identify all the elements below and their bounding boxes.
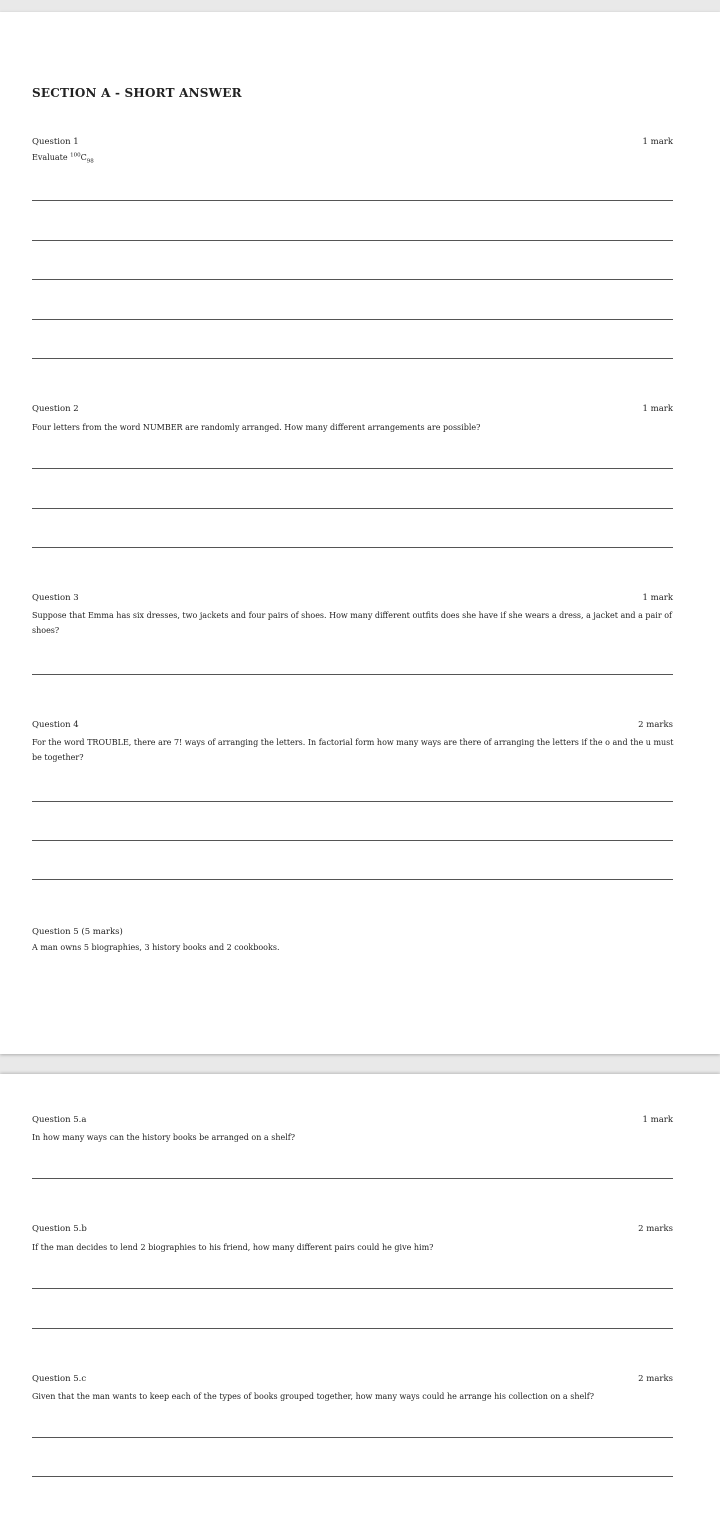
question-5c-label: Question 5.c [32, 1374, 87, 1384]
question-2-label: Question 2 [32, 404, 79, 414]
answer-line [32, 1476, 673, 1477]
answer-line [32, 508, 673, 509]
answer-line [32, 879, 673, 880]
question-4-marks: 2 marks [638, 720, 673, 730]
question-1-base: C [80, 153, 87, 162]
question-1-label: Question 1 [32, 137, 79, 147]
answer-line [32, 674, 673, 675]
answer-line [32, 1437, 673, 1438]
question-2-marks: 1 mark [642, 404, 673, 414]
question-5a-text: In how many ways can the history books be arranged on a shelf? [32, 1133, 296, 1142]
question-5a-label: Question 5.a [32, 1115, 87, 1125]
answer-line [32, 1328, 673, 1329]
question-4-text: For the word TROUBLE, there are 7! ways of arranging the letters. In factorial form how many ways are there of arranging the letters if the o and the u must be together? [32, 738, 674, 762]
answer-line [32, 200, 673, 201]
question-5b-marks: 2 marks [638, 1224, 673, 1234]
section-title: SECTION A - SHORT ANSWER [32, 86, 242, 100]
question-1-sub: 98 [86, 158, 94, 165]
question-3-text: Suppose that Emma has six dresses, two jackets and four pairs of shoes. How many different outfits does she have if she wears a dress, a jacket and a pair of shoes? [32, 611, 672, 635]
question-1-text [32, 150, 682, 165]
answer-line [32, 240, 673, 241]
question-5-label: Question 5 (5 marks) [32, 927, 123, 937]
answer-line [32, 801, 673, 802]
question-5a-marks: 1 mark [642, 1115, 673, 1125]
answer-line [32, 1178, 673, 1179]
answer-line [32, 468, 673, 469]
question-1-sup: 100 [70, 152, 81, 159]
question-3-label: Question 3 [32, 593, 79, 603]
answer-line [32, 279, 673, 280]
question-5-text: A man owns 5 biographies, 3 history books and 2 cookbooks. [32, 943, 280, 952]
answer-line [32, 840, 673, 841]
answer-line [32, 319, 673, 320]
answer-line [32, 547, 673, 548]
question-5c-marks: 2 marks [638, 1374, 673, 1384]
question-1-prefix: Evaluate [32, 153, 68, 162]
exam-page-2 [0, 1074, 720, 1520]
question-5c-text: Given that the man wants to keep each of the types of books grouped together, how many ways could he arrange his collection on a shelf? [32, 1392, 595, 1401]
question-5b-text: If the man decides to lend 2 biographies to his friend, how many different pairs could he give him? [32, 1243, 434, 1252]
question-4-label: Question 4 [32, 720, 79, 730]
question-5b-label: Question 5.b [32, 1224, 87, 1234]
question-3-marks: 1 mark [642, 593, 673, 603]
answer-line [32, 358, 673, 359]
question-2-text: Four letters from the word NUMBER are randomly arranged. How many different arrangements are possible? [32, 423, 481, 432]
exam-page-1 [0, 12, 720, 1054]
question-1-marks: 1 mark [642, 137, 673, 147]
answer-line [32, 1288, 673, 1289]
